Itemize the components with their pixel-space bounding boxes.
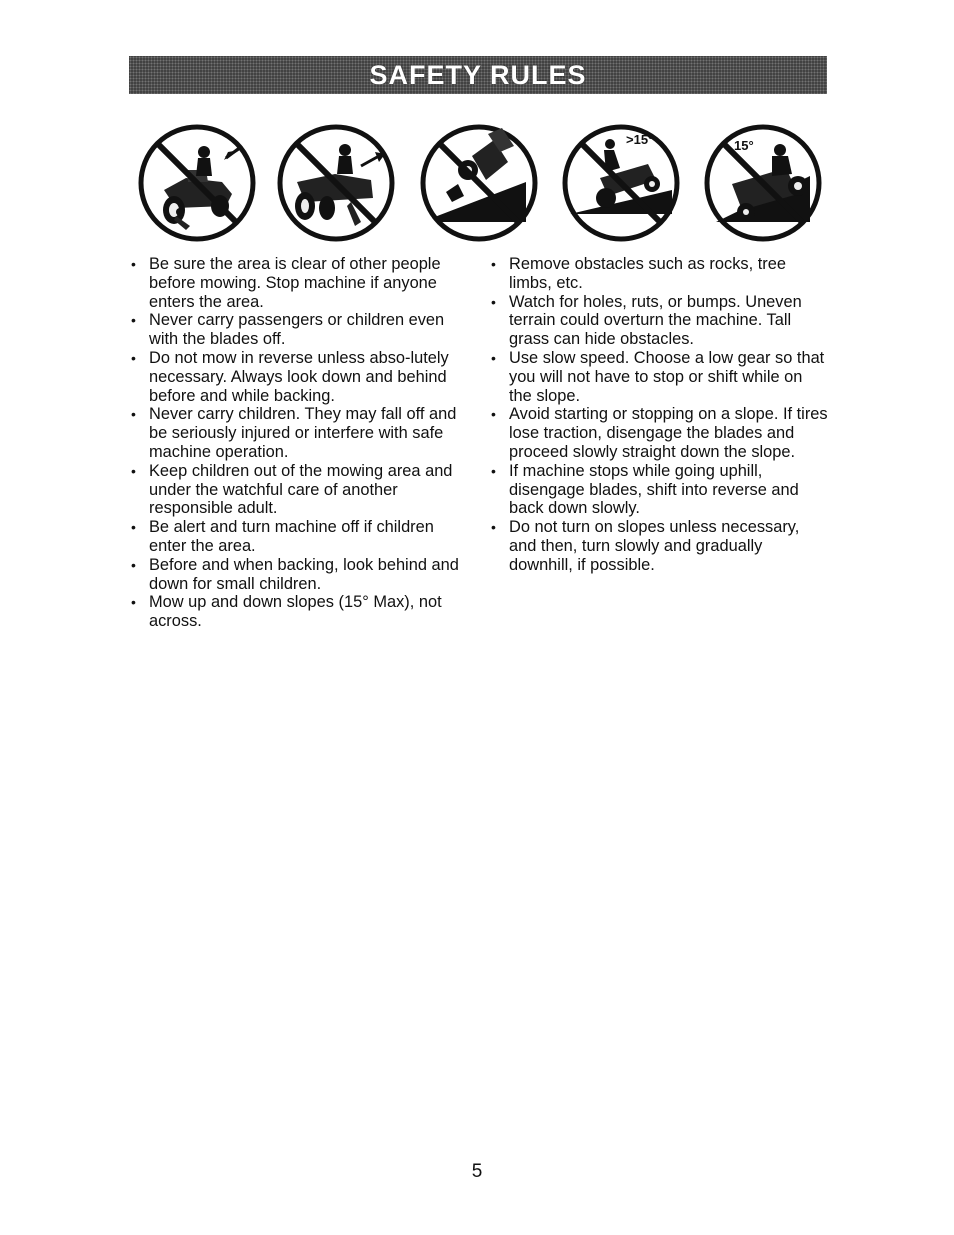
rollover-tractor-icon: [418, 122, 540, 244]
no-passengers-front-icon: [136, 122, 258, 244]
no-passengers-rear-icon: [275, 122, 397, 244]
slope-angle-label: >15°: [626, 132, 654, 147]
rule-item: • If machine stops while going uphill, disengage blades, shift into reverse and back down slowly.: [488, 462, 828, 518]
rule-item: • Do not mow in reverse unless abso-lutely necessary. Always look down and behind before and while backing.: [128, 349, 473, 405]
rule-item: • Be sure the area is clear of other people before mowing. Stop machine if anyone enters the area.: [128, 255, 473, 311]
section-title: SAFETY RULES: [369, 59, 587, 90]
rule-item: • Avoid starting or stopping on a slope. If tires lose traction, disengage the blades and proceed slowly straight down the slope.: [488, 405, 828, 461]
rule-item: • Keep children out of the mowing area and under the watchful care of another responsible adult.: [128, 462, 473, 518]
rule-item: • Never carry passengers or children even with the blades off.: [128, 311, 473, 349]
section-banner: [129, 56, 827, 94]
right-rules-column: [488, 255, 828, 575]
rule-item: • Be alert and turn machine off if children enter the area.: [128, 518, 473, 556]
rule-item: • Watch for holes, ruts, or bumps. Uneven terrain could overturn the machine. Tall grass can hide obstacles.: [488, 293, 828, 349]
rule-item: • Remove obstacles such as rocks, tree limbs, etc.: [488, 255, 828, 293]
rule-item: • Never carry children. They may fall off and be seriously injured or interfere with safe machine operation.: [128, 405, 473, 461]
right-rules-list: [488, 255, 828, 575]
rule-item: • Before and when backing, look behind and down for small children.: [128, 556, 473, 594]
safety-icon-row: [136, 122, 826, 250]
page-number: 5: [471, 1161, 483, 1182]
rule-item: • Use slow speed. Choose a low gear so that you will not have to stop or shift while on the slope.: [488, 349, 828, 405]
left-rules-list: [128, 255, 473, 631]
slope-angle-label: 15°: [734, 138, 754, 153]
slope-across-15-icon: [702, 122, 824, 244]
rule-item: • Mow up and down slopes (15° Max), not across.: [128, 593, 473, 631]
left-rules-column: [128, 255, 473, 631]
slope-up-15-icon: [560, 122, 682, 244]
rule-item: • Do not turn on slopes unless necessary, and then, turn slowly and gradually downhill, if possible.: [488, 518, 828, 574]
